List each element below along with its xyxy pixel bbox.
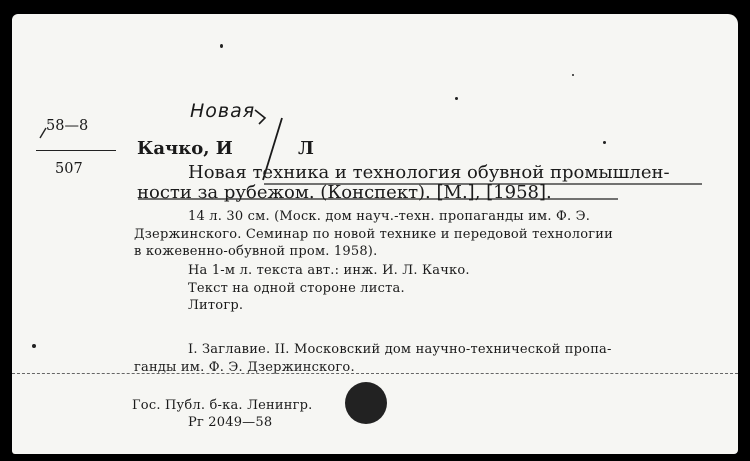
tracing-line-1: I. Заглавие. II. Московский дом научно-технической пропа- <box>188 342 612 357</box>
call-number-top: 58—8 <box>46 118 89 134</box>
punch-hole <box>345 382 387 424</box>
handwritten-note: Новая <box>190 100 256 122</box>
speck <box>32 344 36 348</box>
speck <box>455 97 458 100</box>
call-number-bottom: 507 <box>55 161 83 177</box>
note-author: На 1-м л. текста авт.: инж. И. Л. Качко. <box>188 263 470 278</box>
collation-line-1: 14 л. 30 см. (Моск. дом науч.-техн. пропаганды им. Ф. Э. <box>188 209 591 224</box>
collation-line-2: Дзержинского. Семинар по новой технике и передовой технологии <box>134 227 614 242</box>
heading-mark: Л <box>298 138 314 159</box>
speck <box>572 74 574 76</box>
handwritten-arrow <box>255 110 265 124</box>
speck <box>603 141 606 144</box>
note-one-side: Текст на одной стороне листа. <box>188 281 405 296</box>
call-number-divider <box>36 150 116 151</box>
library-name: Гос. Публ. б-ка. Ленингр. <box>132 398 313 413</box>
collation-line-3: в кожевенно-обувной пром. 1958). <box>134 244 378 259</box>
record-number: Рг 2049—58 <box>188 415 273 430</box>
heading-author: Качко, И <box>137 138 233 159</box>
card-fold-line <box>12 373 738 374</box>
title-line-2: ности за рубежом. (Конспект). [М.], [1958]. <box>137 182 552 203</box>
title-line-1: Новая техника и технология обувной промышлен- <box>188 162 670 183</box>
speck <box>220 44 223 48</box>
catalog-card <box>12 14 738 454</box>
tracing-line-2: ганды им. Ф. Э. Дзержинского. <box>134 360 355 375</box>
note-lithograph: Литогр. <box>188 298 244 313</box>
